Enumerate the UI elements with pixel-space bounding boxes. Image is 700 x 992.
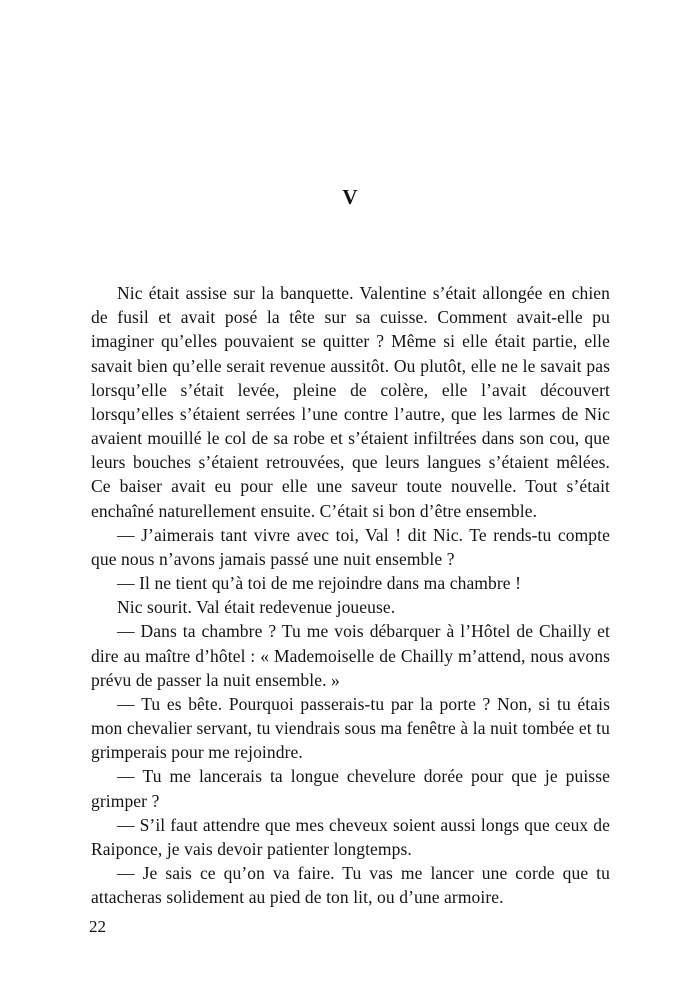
paragraph-dialogue-1: — J’aimerais tant vivre avec toi, Val ! dit Nic. Te rends-tu compte que nous n’avons jamais passé une nuit ensemble ? xyxy=(91,524,610,569)
paragraph-dialogue-5: — Tu me lancerais ta longue chevelure dorée pour que je puisse grimper ? xyxy=(91,766,610,811)
paragraph-dialogue-6: — S’il faut attendre que mes cheveux soient aussi longs que ceux de Raiponce, je vais devoir patienter longtemps. xyxy=(91,814,610,859)
chapter-heading: V xyxy=(342,185,358,209)
page-number: 22 xyxy=(89,917,106,936)
paragraph-dialogue-4: — Tu es bête. Pourquoi passerais-tu par la porte ? Non, si tu étais mon chevalier servant, tu viendrais sous ma fenêtre à la nuit tombée et tu grimperais pour me rejoindre. xyxy=(91,693,610,763)
paragraph-dialogue-3: — Dans ta chambre ? Tu me vois débarquer à l’Hôtel de Chailly et dire au maître d’hôtel : « Mademoiselle de Chailly m’attend, nous avons prévu de passer la nuit ensemble. » xyxy=(91,621,610,690)
paragraph-narration-1: Nic était assise sur la banquette. Valentine s’était allongée en chien de fusil et avait posé la tête sur sa cuisse. Comment avait-elle pu imaginer qu’elles pouvaient se quitter ? Même si elle était partie, elle savait bien qu’elle serait revenue aussitôt. Ou plutôt, elle ne le savait pas lorsqu’elle s’était levée, pleine de colère, elle l’avait découvert lorsqu’elles s’étaient serrées l’une contre l’autre, que les larmes de Nic avaient mouillé le col de sa robe et s’étaient infiltrées dans son cou, que leurs bouches s’étaient retrouvées, que leurs langues s’étaient mêlées. Ce baiser avait eu pour elle une saveur toute nouvelle. Tout s’était enchaîné naturellement ensuite. C’était si bon d’être ensemble. xyxy=(91,283,610,521)
paragraph-narration-2: Nic sourit. Val était redevenue joueuse. xyxy=(117,597,396,618)
text-block xyxy=(91,281,610,909)
paragraph-dialogue-2: — Il ne tient qu’à toi de me rejoindre dans ma chambre ! xyxy=(117,573,522,594)
paragraph-dialogue-7: — Je sais ce qu’on va faire. Tu vas me lancer une corde que tu attacheras solidement au pied de ton lit, ou d’une armoire. xyxy=(91,863,610,908)
